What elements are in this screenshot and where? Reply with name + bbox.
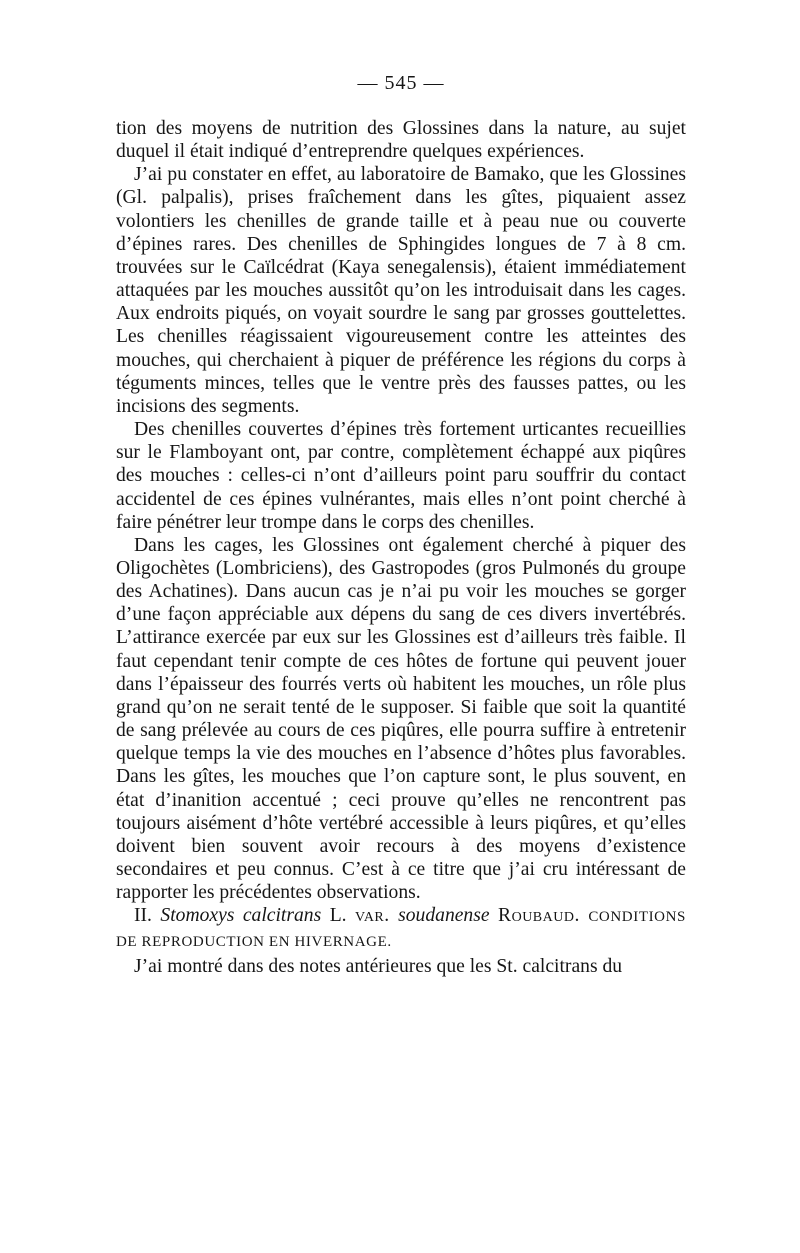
section-title: CONDITIONS DE REPRODUCTION EN HIVERNAGE. (116, 909, 686, 951)
paragraph-4: Dans les cages, les Glossines ont également cherché à piquer des Oligochètes (Lombriciens), des Gastropodes (gros Pulmonés du groupe des Achatines). Dans aucun cas je n’ai pu voir les mouches se gorger d’une façon appréciable aux dépens du sang de ces divers invertébrés. L’attirance exercée par eux sur les Glossines est d’ailleurs très faible. Il faut cependant tenir compte de ces hôtes de fortune qui peuvent jouer dans l’épaisseur des fourrés verts où habitent les mouches, un rôle plus grand qu’on ne serait tenté de le supposer. Si faible que soit la quantité de sang prélevée au cours de ces piqûres, elle pourra suffire à entretenir quelque temps la vie des mouches en l’absence d’hôtes plus favorables. Dans les gîtes, les mouches que l’on capture sont, le plus souvent, en état d’inanition accentué ; ceci prouve qu’elles ne rencontrent pas toujours aisément d’hôte vertébré accessible à leurs piqûres, et qu’elles doivent bien souvent avoir recours à des moyens d’existence secondaires et peu connus. C’est à ce titre que j’ai cru intéressant de rapporter les précédentes observations. (116, 534, 686, 904)
section-variety: soudanense (398, 905, 490, 927)
section-variety-prefix: var. (355, 905, 390, 927)
paragraph-3: Des chenilles couvertes d’épines très fortement urticantes recueillies sur le Flamboyant ont, par contre, complètement échappé aux piqûres des mouches : celles-ci n’ont d’ailleurs point paru souffrir du contact accidentel de ces épines vulnérantes, mais elles n’ont point cherché à faire pénétrer leur trompe dans le corps des chenilles. (116, 419, 686, 533)
document-page (116, 72, 686, 978)
section-species: Stomoxys calcitrans (160, 905, 322, 927)
paragraph-1: tion des moyens de nutrition des Glossines dans la nature, au sujet duquel il était indiqué d’entreprendre quelques expériences. (116, 118, 686, 163)
paragraph-2: J’ai pu constater en effet, au laboratoire de Bamako, que les Glossines (Gl. palpalis), prises fraîchement dans les gîtes, piquaient assez volontiers les chenilles de grande taille et à peau nue ou couverte d’épines rares. Des chenilles de Sphingides longues de 7 à 8 cm. trouvées sur le Caïlcédrat (Kaya senegalensis), étaient immédiatement attaquées par les mouches aussitôt qu’on les introduisait dans les cages. Aux endroits piqués, on voyait sourdre le sang par grosses gouttelettes. Les chenilles réagissaient vigoureusement contre les atteintes des mouches, qui cherchaient à piquer de préférence les régions du corps à téguments minces, telles que le ventre près des fausses pattes, ou les incisions des segments. (116, 164, 686, 417)
section-author: L. (329, 905, 347, 927)
page-number: — 545 — (357, 72, 445, 94)
section-number: II. (134, 905, 152, 927)
section-heading (116, 904, 686, 954)
paragraph-5: J’ai montré dans des notes antérieures que les St. calcitrans du (134, 955, 623, 977)
section-variety-author: Roubaud. (498, 905, 580, 927)
body-text (116, 117, 686, 978)
